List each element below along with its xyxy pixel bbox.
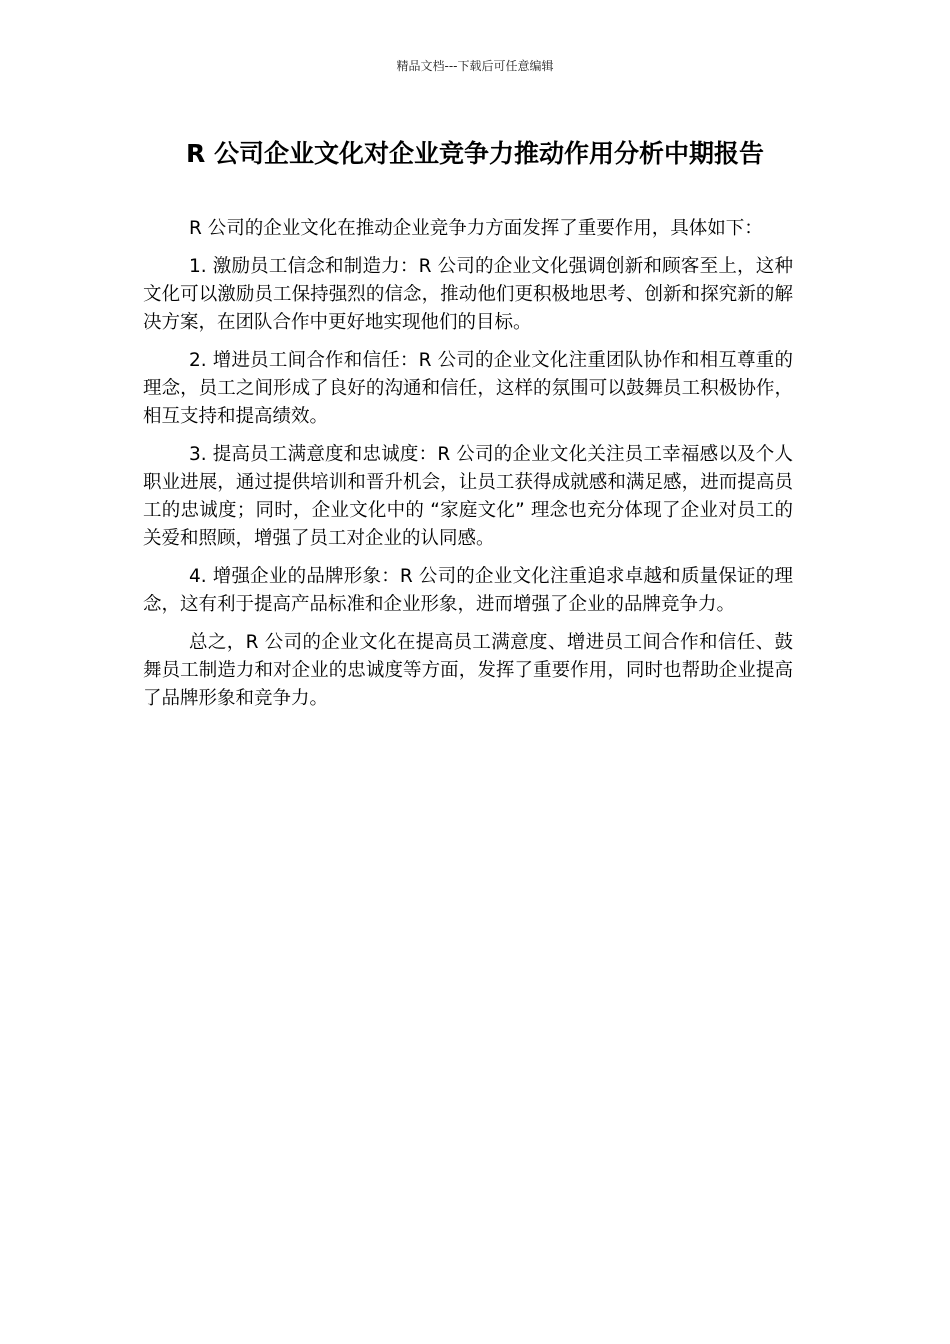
paragraph-point-4: 4. 增强企业的品牌形象：R 公司的企业文化注重追求卓越和质量保证的理念，这有利于提高产品标准和企业形象，进而增强了企业的品牌竞争力。 [143, 566, 793, 615]
document-title: R 公司企业文化对企业竞争力推动作用分析中期报告 [186, 139, 764, 168]
document-body [143, 215, 793, 723]
paragraph-conclusion: 总之，R 公司的企业文化在提高员工满意度、增进员工间合作和信任、鼓舞员工制造力和对企业的忠诚度等方面，发挥了重要作用，同时也帮助企业提高了品牌形象和竞争力。 [143, 632, 793, 709]
paragraph-point-1: 1. 激励员工信念和制造力：R 公司的企业文化强调创新和顾客至上，这种文化可以激励员工保持强烈的信念，推动他们更积极地思考、创新和探究新的解决方案，在团队合作中更好地实现他们的目标。 [143, 256, 793, 333]
paragraph-point-3: 3. 提高员工满意度和忠诚度：R 公司的企业文化关注员工幸福感以及个人职业进展，通过提供培训和晋升机会，让员工获得成就感和满足感，进而提高员工的忠诚度；同时，企业文化中的 “家庭文化” 理念也充分体现了企业对员工的关爱和照顾，增强了员工对企业的认同感。 [143, 444, 793, 549]
header-note: 精品文档---下载后可任意编辑 [396, 59, 554, 73]
paragraph-point-2: 2. 增进员工间合作和信任：R 公司的企业文化注重团队协作和相互尊重的理念，员工之间形成了良好的沟通和信任，这样的氛围可以鼓舞员工积极协作，相互支持和提高绩效。 [143, 350, 793, 427]
paragraph-intro: R 公司的企业文化在推动企业竞争力方面发挥了重要作用，具体如下： [189, 218, 763, 239]
